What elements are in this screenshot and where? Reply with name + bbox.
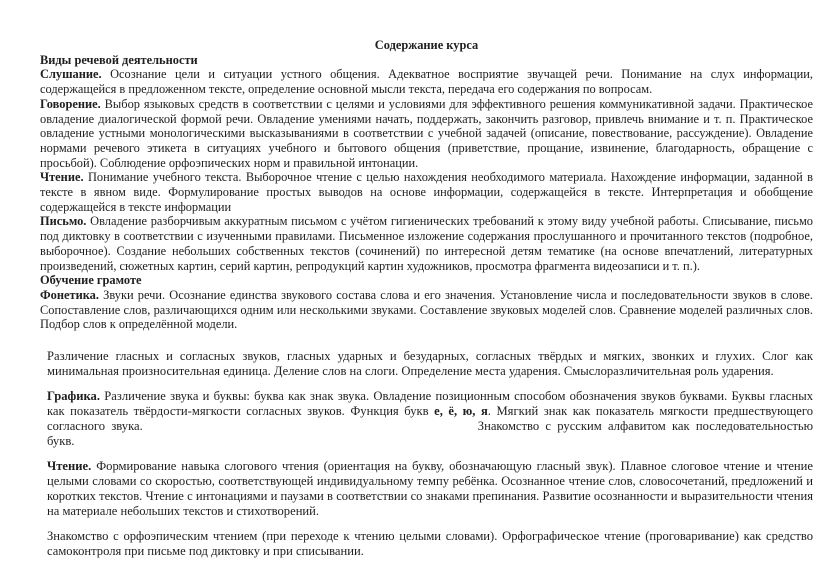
bold-run: Чтение.	[40, 170, 88, 185]
bold-run: Обучение грамоте	[40, 273, 142, 288]
paragraph	[40, 170, 813, 214]
paragraph	[47, 459, 813, 519]
paragraph	[47, 529, 813, 559]
bold-run: Письмо.	[40, 214, 91, 229]
paragraph	[40, 97, 813, 171]
text-run: Формирование навыка слогового чтения (ориентация на букву, обозначающую гласный звук). Плавное слоговое чтение и чтение целыми словами со скоростью, соответствующей индивидуальному темпу ребёнка. Осознанное чтение слов, словосочетаний, предложений и коротких текстов. Чтение с интонациями и паузами в соответствии со знаками препинания. Развитие осознанности и выразительности чтения на материале небольших текстов и стихотворений.	[47, 459, 813, 519]
bold-run: Графика.	[47, 389, 105, 404]
paragraph	[40, 214, 813, 273]
paragraph	[40, 53, 813, 68]
paragraph	[47, 349, 813, 379]
text-run: Звуки речи. Осознание единства звукового состава слова и его значения. Установление числа и последовательности звуков в слове. Сопоставление слов, различающихся одним или несколькими звуками. Составление звуковых моделей слов. Сравнение моделей различных слов. Подбор слов к определённой модели.	[40, 287, 813, 332]
bottom-text-block	[47, 349, 813, 559]
text-run: . Мягкий знак как показатель мягкости предшествующего согласного звука.	[47, 404, 813, 434]
bold-run: Говорение.	[40, 96, 105, 111]
text-run: Знакомство с орфоэпическим чтением (при переходе к чтению целыми словами). Орфографическое чтение (проговаривание) как средство самоконтроля при письме под диктовку и при списывании.	[47, 529, 813, 559]
bold-run: е, ё, ю, я	[434, 404, 488, 419]
bold-run: Чтение.	[47, 459, 97, 474]
text-run: Выбор языковых средств в соответствии с целями и условиями для эффективного решения коммуникативной задачи. Практическое овладение диалогической формой речи. Овладение умениями начать, поддержать, закончить разговор, привлечь внимание и т. п. Практическое овладение устными монологическими высказываниями в соответствии с учебной задачей (описание, повествование, рассуждение). Овладение нормами речевого этикета в ситуациях учебного и бытового общения (приветствие, прощание, извинение, благодарность, обращение с просьбой). Соблюдение орфоэпических норм и правильной интонации.	[40, 96, 813, 170]
bold-run: Виды речевой деятельности	[40, 52, 198, 67]
paragraph	[40, 288, 813, 332]
page-title: Содержание курса	[374, 38, 479, 52]
text-run: Различение гласных и согласных звуков, гласных ударных и безударных, согласных твёрдых и мягких, звонких и глухих. Слог как минимальная произносительная единица. Деление слов на слоги. Определение места ударения. Смыслоразличительная роль ударения.	[47, 349, 813, 379]
tab-gap-spacer	[143, 429, 478, 430]
bold-run: Фонетика.	[40, 287, 104, 302]
text-run: Овладение разборчивым аккуратным письмом с учётом гигиенических требований к этому виду учебной работы. Списывание, письмо под диктовку в соответствии с изученными правилами. Письменное изложение содержания прослушанного и прочитанного текстов (подробное, выборочное). Создание небольших собственных текстов (сочинений) по интересной детям тематике (на основе впечатлений, литературных произведений, сюжетных картин, серий картин, репродукций картин художников, просмотра фрагмента видеозаписи и т. п.).	[40, 214, 813, 273]
text-run: Различение звука и буквы: буква как знак звука. Овладение позиционным способом обозначения звуков буквами. Буквы гласных как показатель твёрдости-мягкости согласных звуков. Функция букв	[47, 389, 813, 419]
paragraph	[40, 67, 813, 96]
paragraph	[47, 389, 813, 449]
bold-run: Слушание.	[40, 67, 111, 82]
document-page	[40, 38, 813, 559]
text-run: Понимание учебного текста. Выборочное чтение с целью нахождения необходимого материала. Нахождение информации, заданной в тексте в явном виде. Формулирование простых выводов на основе информации, содержащейся в тексте. Интерпретация и обобщение содержащейся в тексте информации	[40, 170, 813, 214]
text-run: Знакомство с русским алфавитом как последовательностью букв.	[47, 419, 813, 449]
top-text-block	[40, 53, 813, 332]
text-run: Осознание цели и ситуации устного общения. Адекватное восприятие звучащей речи. Понимание на слух информации, содержащейся в предложенном тексте, определение основной мысли текста, передача его содержания по вопросам.	[40, 67, 813, 97]
paragraph	[40, 273, 813, 288]
